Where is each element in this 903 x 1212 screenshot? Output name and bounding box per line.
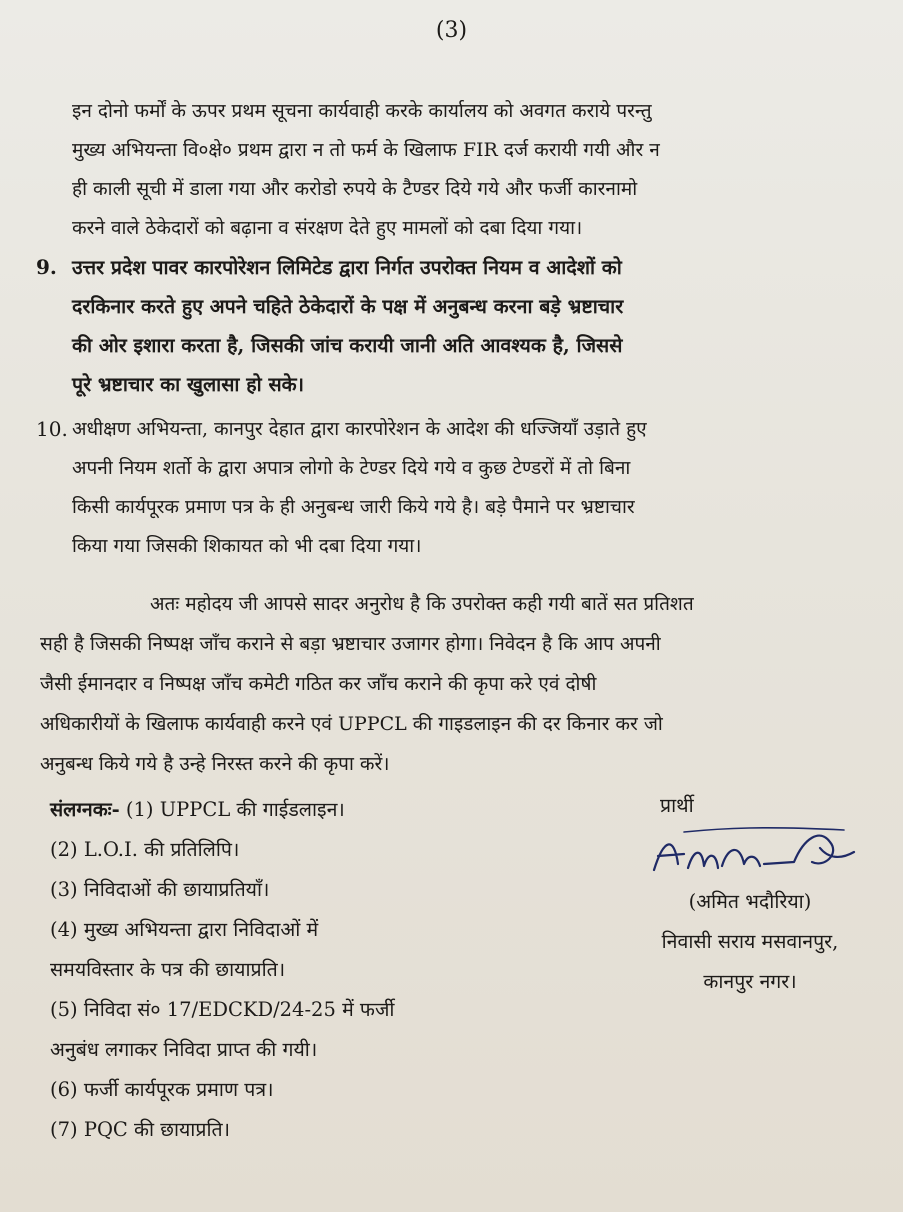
enclosure-item: (7) PQC की छायाप्रति।: [50, 1118, 231, 1141]
text-line: अतः महोदय जी आपसे सादर अनुरोध है कि उपरोक्त कही गयी बातें सत प्रतिशत: [150, 593, 694, 615]
text-line: इन दोनो फर्मों के ऊपर प्रथम सूचना कार्यवाही करके कार्यालय को अवगत कराये परन्तु: [72, 100, 652, 122]
enclosure-item: (5) निविदा सं० 17/EDCKD/24-25 में फर्जी: [50, 998, 395, 1021]
enclosure-item: (6) फर्जी कार्यपूरक प्रमाण पत्र।: [50, 1078, 274, 1101]
enclosure-item: (2) L.O.I. की प्रतिलिपि।: [50, 838, 240, 861]
item-10-number: 10.: [36, 417, 68, 441]
item-9-number: 9.: [36, 255, 57, 279]
item-10-paragraph: [72, 410, 863, 566]
text-line: मुख्य अभियन्ता वि०क्षे० प्रथम द्वारा न तो फर्म के खिलाफ FIR दर्ज करायी गयी और न: [72, 139, 660, 161]
applicant-address-line2: कानपुर नगर।: [703, 970, 797, 993]
text-line: दरकिनार करते हुए अपने चहिते ठेकेदारों के पक्ष में अनुबन्ध करना बड़े भ्रष्टाचार: [72, 295, 624, 318]
text-line: अधीक्षण अभियन्ता, कानपुर देहात द्वारा कारपोरेशन के आदेश की धज्जियाँ उड़ाते हुए: [72, 418, 647, 440]
item-9-paragraph: [72, 248, 863, 404]
applicant-address-line1: निवासी सराय मसवानपुर,: [661, 930, 839, 953]
text-line: किया गया जिसकी शिकायत को भी दबा दिया गया।: [72, 535, 422, 557]
text-line: उत्तर प्रदेश पावर कारपोरेशन लिमिटेड द्वारा निर्गत उपरोक्त नियम व आदेशों को: [72, 256, 622, 279]
text-line: की ओर इशारा करता है, जिसकी जांच करायी जानी अति आवश्यक है, जिससे: [72, 334, 623, 357]
signature-block: [620, 786, 880, 1002]
applicant-label: प्रार्थी: [660, 794, 694, 817]
text-line: सही है जिसकी निष्पक्ष जाँच कराने से बड़ा भ्रष्टाचार उजागर होगा। निवेदन है कि आप अपनी: [40, 633, 661, 655]
enclosure-item: समयविस्तार के पत्र की छायाप्रति।: [50, 958, 286, 981]
applicant-name: (अमित भदौरिया): [688, 890, 812, 913]
handwritten-signature: [620, 826, 880, 882]
intro-paragraph: [72, 92, 863, 248]
text-line: करने वाले ठेकेदारों को बढ़ाना व संरक्षण देते हुए मामलों को दबा दिया गया।: [72, 217, 583, 239]
enclosures-heading: संलग्नकः-: [50, 798, 120, 821]
enclosure-item: (3) निविदाओं की छायाप्रतियाँ।: [50, 878, 270, 901]
text-line: अधिकारीयों के खिलाफ कार्यवाही करने एवं UPPCL की गाइडलाइन की दर किनार कर जो: [40, 713, 663, 735]
text-line: अनुबन्ध किये गये है उन्हे निरस्त करने की कृपा करें।: [40, 753, 390, 775]
closing-paragraph: [40, 584, 865, 784]
text-line: अपनी नियम शर्तो के द्वारा अपात्र लोगो के टेण्डर दिये गये व कुछ टेण्डरों में तो बिना: [72, 457, 631, 479]
signature-icon: [644, 818, 864, 888]
enclosure-item: संलग्नकः- (1) UPPCL की गाईडलाइन।: [50, 798, 345, 821]
enclosures-list: [50, 790, 570, 1150]
enclosure-item: अनुबंध लगाकर निविदा प्राप्त की गयी।: [50, 1038, 318, 1061]
text-line: किसी कार्यपूरक प्रमाण पत्र के ही अनुबन्ध जारी किये गये है। बड़े पैमाने पर भ्रष्टाचार: [72, 496, 635, 518]
page-number: (3): [435, 18, 468, 43]
text-line: पूरे भ्रष्टाचार का खुलासा हो सके।: [72, 373, 304, 396]
text-line: जैसी ईमानदार व निष्पक्ष जाँच कमेटी गठित कर जाँच कराने की कृपा करे एवं दोषी: [40, 673, 597, 695]
enclosure-item: (4) मुख्य अभियन्ता द्वारा निविदाओं में: [50, 918, 319, 941]
text-line: ही काली सूची में डाला गया और करोडो रुपये के टैण्डर दिये गये और फर्जी कारनामो: [72, 178, 638, 200]
